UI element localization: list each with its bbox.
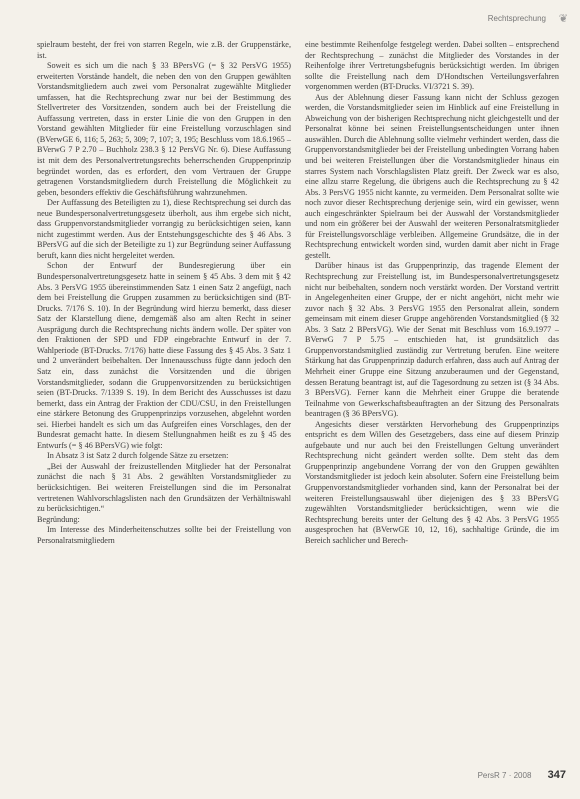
- page-number: 347: [547, 769, 566, 781]
- paragraph: Der Auffassung des Beteiligten zu 1), diese Rechtsprechung sei durch das neue Bundespersonalvertretungsgesetz überholt, aus ihm ergebe sich nicht, dass Gruppenvorstandsmitglieder vorrangig zu berücksichtigen seien, kann nicht zugestimmt werden. Aus der Entstehungsgeschichte des § 46 Abs. 3 BPersVG auf die sich der Beteiligte zu 1) zur Begründung seiner Auffassung beruft, kann dies nicht hergeleitet werden.: [37, 198, 291, 260]
- paragraph: Soweit es sich um die nach § 33 BPersVG (= § 32 PersVG 1955) erweiterten Vorstände handelt, die neben den von den Gruppen gewählten Vorstandsmitgliedern auch zwei vom Personalrat zugewählte Mitglieder umfassen, hat die Rechtsprechung zwar nur bei der Bestimmung des Stellvertreter des Vorsitzenden, sondern auch bei der Freistellung die Auffassung vertreten, dass in erster Linie die von den Gruppen in den Vorstand gewählten Mitglieder für eine Freistellung vorzuschlagen sind (BVerwGE 6, 116; 5, 263; 5, 309; 7, 107; 3, 195; Beschluss vom 18.6.1965 – BVerwG 7 P 2.70 – Buchholz 238.3 § 12 PersVG Nr. 6). Diese Auffassung ist mit dem des Personalvertretungsrechts beherrschenden Gruppenprinzip begründet worden, das es erfordert, den vom Vertrauen der Gruppe getragenen Vorstandsmitgliedern durch Freistellung die Möglichkeit zu geben, besonders effektiv die Geschäftsführung wahrzunehmen.: [37, 61, 291, 197]
- paragraph: In Absatz 3 ist Satz 2 durch folgende Sätze zu ersetzen:: [47, 451, 229, 461]
- paragraph: spielraum besteht, der frei von starren Regeln, wie z.B. der Gruppenstärke, ist.: [37, 40, 291, 60]
- paragraph: eine bestimmte Reihenfolge festgelegt werden. Dabei sollten – entsprechend der Rechtsprechung – zunächst die Mitglieder des Vorstandes in der Reihenfolge ihrer Vertretungsbefugnis berücksichtigt werden. Im übrigen sollte die Freistellung nach dem D'Hondtschen Verteilungsverfahren vorgenommen werden (BT-Drucks. VI/3721 S. 39).: [305, 40, 559, 92]
- paragraph: Im Interesse des Minderheitenschutzes sollte bei der Freistellung von Personalratsmitgliedern: [37, 525, 291, 545]
- issue-label: PersR 7 · 2008: [477, 771, 532, 780]
- quoted-paragraph: „Bei der Auswahl der freizustellenden Mitglieder hat der Personalrat zunächst die nach § 31 Abs. 2 gewählten Vorstandsmitglieder zu berücksichtigen. Bei weiteren Freistellungen sind die im Personalrat vertretenen Wahlvorschlagslisten nach den Grundsätzen der Verhältniswahl zu berücksichtigen.“: [37, 461, 291, 514]
- paragraph: Angesichts dieser verstärkten Hervorhebung des Gruppenprinzips entspricht es dem Willen des Gesetzgebers, dass eine auf diesem Prinzip aufgebaute und nur auch bei den Freistellungen Geltung unverändert Rechtsprechung nicht geändert werden sollte. Dem steht das dem Gruppenprinzip angebundene Vorrang der von den Gruppen gewählten Vorstandsmitglieder ist jedoch kein absoluter. Sofern eine Freistellung beim Gruppenvorstandsmitglieder vorhanden sind, kann der Personalrat bei der weiteren Freistellungsauswahl über diejenigen des § 33 BPersVG zugewählten Vorstandsmitglieder berücksichtigen, wenn wie die Rechtsprechung bereits unter der Geltung des § 42 Abs. 3 PersVG 1955 ausgesprochen hat (BVerwGE 10, 12, 16), sachhaltige Gründe, die im Bereich sachlicher und Berech-: [305, 419, 559, 545]
- left-column: [37, 40, 291, 756]
- leaf-ornament-icon: ❦: [558, 13, 568, 25]
- paragraph: Darüber hinaus ist das Gruppenprinzip, das tragende Element der Rechtsprechung zur Freistellung ist, im Bundespersonalvertretungsgesetz nicht nur beibehalten, sondern noch verstärkt worden. Der Vorstand vertritt in Angelegenheiten einer Gruppe, der er nicht angehört, nicht mehr wie zuvor nach § 32 Abs. 3 PersVG 1955 den Personalrat allein, sondern gemeinsam mit einem dieser Gruppe angehörenden Vorstandsmitglied (§ 32 Abs. 3 Satz 2 BPersVG). Wie der Senat mit Beschluss vom 16.9.1977 – BVerwG 7 P 5.75 – entschieden hat, ist grundsätzlich das Gruppenvorstandsmitglied zuständig zur Vertretung berufen. Eine weitere Stärkung hat das Gruppenprinzip dadurch erfahren, dass auch auf Antrag der Mehrheit einer Gruppe eine Sitzung anzuberaumen und der Gegenstand, dessen Beratung beantragt ist, auf die Tagesordnung zu setzen ist (§ 34 Abs. 3 BPersVG). Ferner kann die Mehrheit einer Gruppe die beratende Teilnahme von Gewerkschaftsbeauftragten an der Sitzung des Personalrats beantragen (§ 36 BPersVG).: [305, 261, 559, 419]
- paragraph: Schon der Entwurf der Bundesregierung über ein Bundespersonalvertretungsgesetz hatte in seinem § 45 Abs. 3 dem mit § 42 Abs. 3 PersVG 1955 übereinstimmenden Satz 1 einen Satz 2 angefügt, nach dem bei Freistellung die Gruppen zusammen zu berücksichtigen sind (BT-Drucks. 7/176 S. 10). In der Begründung wird hierzu bemerkt, dass dieser Satz der Klarstellung diene, demgemäß also am alten Recht in seiner Ausprägung durch die Rechtsprechung nichts ändern wolle. Der später von den Fraktionen der SPD und FDP eingebrachte Entwurf in der 7. Wahlperiode (BT-Drucks. 7/176) hatte diese Fassung des § 45 Abs. 3 Satz 1 und 2 unverändert beibehalten. Der Innenausschuss fügte dann jedoch den Satz ein, dass zunächst die Vorsitzenden und die übrigen Vorstandsmitglieder, sodann die Gruppenvorsitzenden zu berücksichtigen seien (BT-Drucks. 7/1339 S. 19). In dem Bericht des Ausschusses ist dazu bemerkt, dass ein Antrag der Fraktion der CDU/CSU, in den Freistellungen eine stärkere Betonung des Gruppenprinzips vorzusehen, abgelehnt worden sei. Hierbei handelt es sich um das Aufgreifen eines Vorschlages, den der Bundesrat gemacht hatte. In diesem Stellungnahmen heißt es zu § 45 des Entwurfs (= § 46 BPersVG) wie folgt:: [37, 261, 291, 450]
- page-header: [20, 14, 568, 28]
- paragraph: Begründung:: [37, 514, 80, 524]
- page-footer: [478, 769, 566, 781]
- paragraph: Aus der Ablehnung dieser Fassung kann nicht der Schluss gezogen werden, die Vorstandsmitglieder seien im Hinblick auf eine Freistellung in Abweichung von der bisherigen Rechtsprechung nicht gleichgestellt und der Personalrat könne bei seinen Freistellungsentscheidungen unter ihnen auswählen. Durch die Ablehnung sollte vielmehr verhindert werden, dass die Gruppenvorstandsmitglieder bei der Freistellung unbedingten Vorrang haben und bei weiteren Freistellungen über die Vorstandsmitglieder hinaus ein starres System nach Vorschlagslisten Platz greift. Der Zweck war es also, eine allzu starre Regelung, die übrigens auch die Rechtsprechung zu § 42 Abs. 3 PersVG 1955 nicht kannte, zu vermeiden. Dem Personalrat sollte wie noch zuvor dieser Rechtsprechung derjenige sein, wird ein gewisser, wenn auch eingeschränkter Spielraum bei der Auswahl der Vorstandsmitglieder und nom ein größerer bei der Auswahl der weiteren Personalratsmitglieder für Freistellungsvorschläge verbleiben. Allgemeine Grundsätze, die in der Rechtsprechung entwickelt worden sind, wurden damit aber nicht in Frage gestellt.: [305, 92, 559, 260]
- right-column: [305, 40, 559, 756]
- running-title: Rechtsprechung: [487, 14, 546, 23]
